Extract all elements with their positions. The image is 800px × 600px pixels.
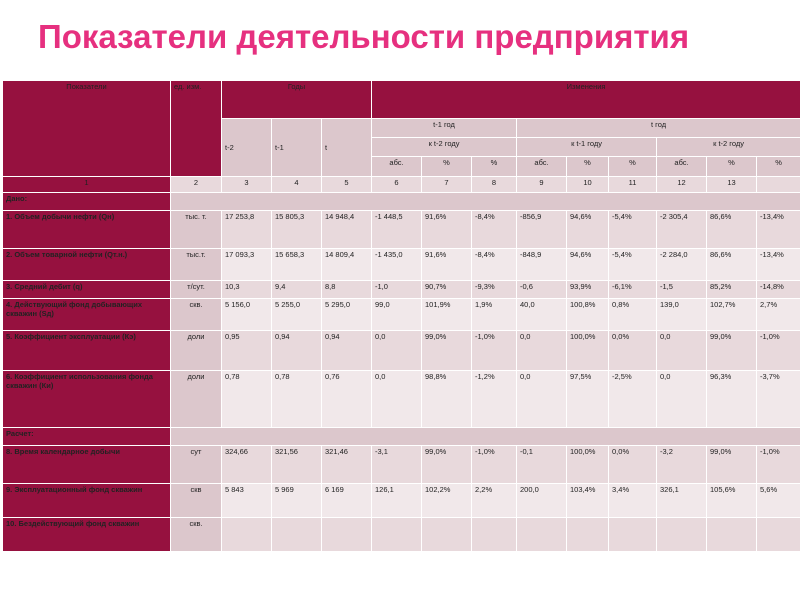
col-number: 6 (372, 177, 422, 193)
section-given: Дано: (3, 193, 171, 211)
table-cell: -1,2% (472, 371, 517, 428)
table-cell (422, 518, 472, 552)
table-cell: -1,0% (757, 446, 800, 484)
header-indicators: Показатели (3, 81, 171, 177)
table-cell: 0,94 (322, 331, 372, 371)
table-cell: 326,1 (657, 484, 707, 518)
row-label: 3. Средний дебит (q) (3, 281, 171, 299)
rows-given (3, 211, 800, 428)
col-number: 11 (609, 177, 657, 193)
table-cell: -1 435,0 (372, 249, 422, 281)
table-cell: 0,78 (222, 371, 272, 428)
table-cell: 126,1 (372, 484, 422, 518)
table-cell: 321,46 (322, 446, 372, 484)
header-unit: ед. изм. (171, 81, 222, 177)
table-cell: 93,9% (567, 281, 609, 299)
table-row (3, 249, 800, 281)
table-cell: -9,3% (472, 281, 517, 299)
table-cell: 6 169 (322, 484, 372, 518)
rows-calc (3, 446, 800, 552)
table-cell: 98,8% (422, 371, 472, 428)
table-cell (372, 518, 422, 552)
table-cell: -13,4% (757, 211, 800, 249)
row-unit: доли (171, 331, 222, 371)
row-label: 10. Бездействующий фонд скважин (3, 518, 171, 552)
year-col-t1: t-1 (272, 119, 322, 177)
table-cell: -1,0% (472, 331, 517, 371)
table-cell: 0,0 (372, 331, 422, 371)
table-cell: 139,0 (657, 299, 707, 331)
table-cell: 10,3 (222, 281, 272, 299)
table-cell: -1 448,5 (372, 211, 422, 249)
col-number: 10 (567, 177, 609, 193)
col-number: 8 (472, 177, 517, 193)
table-cell: 91,6% (422, 249, 472, 281)
table-cell: -6,1% (609, 281, 657, 299)
table-cell: 86,6% (707, 249, 757, 281)
table-cell: 99,0% (707, 331, 757, 371)
row-unit: тыс.т. (171, 249, 222, 281)
table-cell: -1,0% (757, 331, 800, 371)
table-cell: 100,8% (567, 299, 609, 331)
row-label: 9. Эксплуатационный фонд скважин (3, 484, 171, 518)
table-cell: 0,0% (609, 446, 657, 484)
section-calc: Расчет: (3, 428, 171, 446)
page-title: Показатели деятельности предприятия (38, 18, 690, 55)
row-label: 8. Время календарное добычи (3, 446, 171, 484)
row-unit: скв (171, 484, 222, 518)
row-unit: скв. (171, 518, 222, 552)
sub-col: абс. (517, 157, 567, 177)
table-cell: 0,0 (657, 331, 707, 371)
table-cell: 85,2% (707, 281, 757, 299)
table-cell: 14 809,4 (322, 249, 372, 281)
table-cell: 102,7% (707, 299, 757, 331)
row-unit: тыс. т. (171, 211, 222, 249)
table-cell (517, 518, 567, 552)
row-label: 1. Объем добычи нефти (Qн) (3, 211, 171, 249)
table-cell: 15 805,3 (272, 211, 322, 249)
table-cell: 100,0% (567, 446, 609, 484)
table-cell: 5,6% (757, 484, 800, 518)
table-cell: -2,5% (609, 371, 657, 428)
row-unit: скв. (171, 299, 222, 331)
table-cell: 99,0 (372, 299, 422, 331)
table-cell: 8,8 (322, 281, 372, 299)
sub-col: % (757, 157, 800, 177)
row-label: 6. Коэффициент использования фонда скважин (Ки) (3, 371, 171, 428)
col-number: 12 (657, 177, 707, 193)
table-cell: -8,4% (472, 249, 517, 281)
table-cell: -5,4% (609, 211, 657, 249)
table-cell: 101,9% (422, 299, 472, 331)
col-number: 7 (422, 177, 472, 193)
table-cell (472, 518, 517, 552)
period-prev: t-1 год (372, 119, 517, 138)
table-cell: 5 295,0 (322, 299, 372, 331)
table-cell: 94,6% (567, 249, 609, 281)
table-row (3, 371, 800, 428)
table-cell: 15 658,3 (272, 249, 322, 281)
table-cell: -0,1 (517, 446, 567, 484)
table-cell: 17 093,3 (222, 249, 272, 281)
table-cell: 0,8% (609, 299, 657, 331)
sub-col: % (422, 157, 472, 177)
table-row (3, 331, 800, 371)
row-label: 5. Коэффициент эксплуатации (Кэ) (3, 331, 171, 371)
table-cell: 2,7% (757, 299, 800, 331)
table-cell (707, 518, 757, 552)
col-number: 5 (322, 177, 372, 193)
table-cell: 105,6% (707, 484, 757, 518)
table-cell: -8,4% (472, 211, 517, 249)
table-cell: 2,2% (472, 484, 517, 518)
table-cell: -1,5 (657, 281, 707, 299)
vs-t2: к t-2 году (372, 138, 517, 157)
table-cell (272, 518, 322, 552)
table-cell (757, 518, 800, 552)
header-changes: Изменения (372, 81, 800, 119)
table-cell: -2 305,4 (657, 211, 707, 249)
table-cell: 5 255,0 (272, 299, 322, 331)
sub-col: % (472, 157, 517, 177)
col-number: 13 (707, 177, 757, 193)
sub-col: % (609, 157, 657, 177)
table-cell: 14 948,4 (322, 211, 372, 249)
table-cell: 90,7% (422, 281, 472, 299)
table-cell (609, 518, 657, 552)
table-cell: 0,0 (657, 371, 707, 428)
col-number (757, 177, 800, 193)
table-cell: -3,7% (757, 371, 800, 428)
year-col-t2: t-2 (222, 119, 272, 177)
table-row (3, 484, 800, 518)
table-cell: 100,0% (567, 331, 609, 371)
table-cell: -1,0% (472, 446, 517, 484)
row-label: 2. Объем товарной нефти (Qт.н.) (3, 249, 171, 281)
table-cell: 99,0% (422, 331, 472, 371)
table-cell: -3,1 (372, 446, 422, 484)
table-row (3, 446, 800, 484)
table-cell: 0,0% (609, 331, 657, 371)
table-cell (657, 518, 707, 552)
table-cell: 102,2% (422, 484, 472, 518)
section-fill (171, 193, 800, 211)
sub-col: % (567, 157, 609, 177)
table-cell: -856,9 (517, 211, 567, 249)
sub-col: абс. (372, 157, 422, 177)
table-cell: 5 156,0 (222, 299, 272, 331)
vs-t1: к t-1 году (517, 138, 657, 157)
table-cell: 97,5% (567, 371, 609, 428)
table-cell: -13,4% (757, 249, 800, 281)
table-cell: 99,0% (707, 446, 757, 484)
table-cell (567, 518, 609, 552)
table-cell: 40,0 (517, 299, 567, 331)
table-cell: 94,6% (567, 211, 609, 249)
table-cell: 321,56 (272, 446, 322, 484)
table-cell: 5 843 (222, 484, 272, 518)
table-cell: 1,9% (472, 299, 517, 331)
table-cell: 0,0 (372, 371, 422, 428)
table-cell: 17 253,8 (222, 211, 272, 249)
table-cell: -1,0 (372, 281, 422, 299)
table-cell: -0,6 (517, 281, 567, 299)
section-fill (171, 428, 800, 446)
row-label: 4. Действующий фонд добывающих скважин (Sд) (3, 299, 171, 331)
table-cell: 0,95 (222, 331, 272, 371)
header-years: Годы (222, 81, 372, 119)
col-number: 4 (272, 177, 322, 193)
table-row (3, 518, 800, 552)
row-unit: т/сут. (171, 281, 222, 299)
table-cell: -3,2 (657, 446, 707, 484)
table-cell: 324,66 (222, 446, 272, 484)
table-cell: 0,0 (517, 331, 567, 371)
table-row (3, 299, 800, 331)
row-unit: сут (171, 446, 222, 484)
sub-col: абс. (657, 157, 707, 177)
table-cell: 9,4 (272, 281, 322, 299)
table-cell: 99,0% (422, 446, 472, 484)
table-cell (222, 518, 272, 552)
col-number: 1 (3, 177, 171, 193)
table-cell: -848,9 (517, 249, 567, 281)
table-cell: 96,3% (707, 371, 757, 428)
sub-col: % (707, 157, 757, 177)
vs-t2-b: к t-2 году (657, 138, 800, 157)
table-cell: 5 969 (272, 484, 322, 518)
table-cell: 91,6% (422, 211, 472, 249)
table-row (3, 211, 800, 249)
period-curr: t год (517, 119, 800, 138)
table-cell: 200,0 (517, 484, 567, 518)
table-cell: 0,76 (322, 371, 372, 428)
indicators-table (2, 80, 800, 552)
col-number: 2 (171, 177, 222, 193)
year-col-t: t (322, 119, 372, 177)
table-cell: 0,78 (272, 371, 322, 428)
table-cell (322, 518, 372, 552)
row-unit: доли (171, 371, 222, 428)
table-row (3, 281, 800, 299)
table-cell: -5,4% (609, 249, 657, 281)
table-cell: -2 284,0 (657, 249, 707, 281)
col-number: 3 (222, 177, 272, 193)
table-cell: 3,4% (609, 484, 657, 518)
table-cell: 86,6% (707, 211, 757, 249)
col-number: 9 (517, 177, 567, 193)
table-cell: -14,8% (757, 281, 800, 299)
table-cell: 103,4% (567, 484, 609, 518)
table-cell: 0,0 (517, 371, 567, 428)
table-cell: 0,94 (272, 331, 322, 371)
